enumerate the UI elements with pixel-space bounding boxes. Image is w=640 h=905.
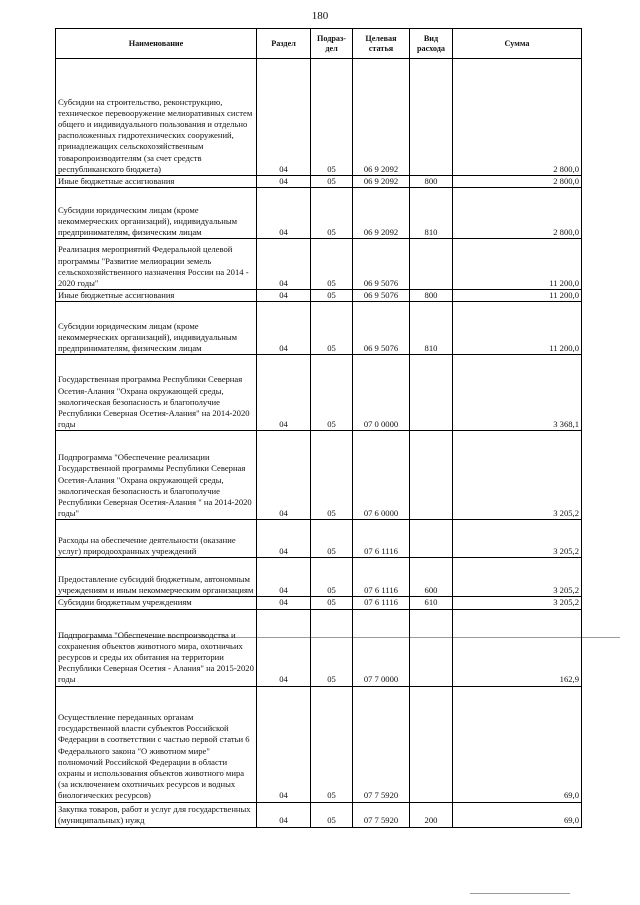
row-summa: 11 200,0 [453,290,582,302]
table-row [56,609,582,686]
row-vid: 800 [410,176,453,188]
row-name: Субсидии бюджетным учреждениям [56,597,257,609]
row-vid [410,59,453,176]
scan-line-bottom [470,893,570,894]
row-article: 07 7 5920 [353,686,410,802]
row-article: 06 9 2092 [353,188,410,239]
row-vid: 610 [410,597,453,609]
row-article: 07 6 1116 [353,597,410,609]
table-row [56,558,582,597]
row-podrazdel: 05 [311,520,353,558]
row-summa: 11 200,0 [453,239,582,290]
row-name: Предоставление субсидий бюджетным, автономным учреждениям и иным некоммерческим организациям [56,558,257,597]
row-article: 06 9 5076 [353,302,410,355]
table-row [56,302,582,355]
row-summa: 3 368,1 [453,355,582,431]
row-name: Субсидии юридическим лицам (кроме некоммерческих организаций), индивидуальным предпринимателям, физическим лицам [56,302,257,355]
row-podrazdel: 05 [311,188,353,239]
row-podrazdel: 05 [311,290,353,302]
row-podrazdel: 05 [311,59,353,176]
row-podrazdel: 05 [311,431,353,520]
row-razdel: 04 [257,59,311,176]
row-summa: 11 200,0 [453,302,582,355]
row-name: Подпрограмма "Обеспечение реализации Государственной программы Республики Северная Осетия-Алания "Охрана окружающей среды, экологическая безопасность и благополучие Республики Северная Осетия-Алания " на 2014-2020 годы" [56,431,257,520]
row-article: 07 6 1116 [353,520,410,558]
row-article: 06 9 2092 [353,59,410,176]
row-name: Иные бюджетные ассигнования [56,290,257,302]
row-podrazdel: 05 [311,239,353,290]
row-name: Расходы на обеспечение деятельности (оказание услуг) природоохранных учреждений [56,520,257,558]
row-name: Подпрограмма "Обеспечение воспроизводства и сохранения объектов животного мира, охотничьих ресурсов и среды их обитания на территории Республики Северная Осетия - Алания" на 2015-2020 годы [56,609,257,686]
row-razdel: 04 [257,302,311,355]
row-podrazdel: 05 [311,558,353,597]
row-article: 07 7 5920 [353,802,410,827]
row-vid: 200 [410,802,453,827]
row-podrazdel: 05 [311,597,353,609]
row-summa: 69,0 [453,686,582,802]
row-razdel: 04 [257,609,311,686]
row-name: Субсидии юридическим лицам (кроме некоммерческих организаций), индивидуальным предпринимателям, физическим лицам [56,188,257,239]
row-article: 06 9 5076 [353,290,410,302]
row-article: 07 6 0000 [353,431,410,520]
row-podrazdel: 05 [311,802,353,827]
row-article: 07 0 0000 [353,355,410,431]
row-vid [410,609,453,686]
row-name: Государственная программа Республики Северная Осетия-Алания "Охрана окружающей среды, экологическая безопасность и благополучие Республики Северная Осетия-Алания" на 2014-2020 годы [56,355,257,431]
table-row [56,431,582,520]
row-name: Субсидии на строительство, реконструкцию, техническое перевооружение мелиоративных систем общего и индивидуального пользования и отдельно расположенных гидротехнических сооружений, принадлежащих сельскохозяйственным товаропроизводителям (за счет средств республиканского бюджета) [56,59,257,176]
row-summa: 2 800,0 [453,188,582,239]
header-article: Целевая статья [353,29,410,59]
row-article: 06 9 2092 [353,176,410,188]
row-podrazdel: 05 [311,355,353,431]
header-vid: Вид расхода [410,29,453,59]
row-summa: 3 205,2 [453,431,582,520]
table-row [56,176,582,188]
header-name: Наименование [56,29,257,59]
row-podrazdel: 05 [311,609,353,686]
row-razdel: 04 [257,239,311,290]
row-vid [410,431,453,520]
row-vid [410,355,453,431]
row-article: 07 7 0000 [353,609,410,686]
row-summa: 3 205,2 [453,597,582,609]
row-summa: 2 800,0 [453,59,582,176]
row-vid: 810 [410,302,453,355]
row-razdel: 04 [257,520,311,558]
row-summa: 162,9 [453,609,582,686]
row-razdel: 04 [257,290,311,302]
row-vid [410,239,453,290]
budget-table [55,28,582,828]
table-row [56,188,582,239]
row-razdel: 04 [257,802,311,827]
table-row [56,355,582,431]
table-row [56,239,582,290]
row-razdel: 04 [257,188,311,239]
row-vid [410,686,453,802]
page-number: 180 [311,10,329,22]
row-razdel: 04 [257,558,311,597]
table-header-row [56,29,582,59]
table-row [56,802,582,827]
table-row [56,520,582,558]
row-razdel: 04 [257,176,311,188]
table-row [56,290,582,302]
row-razdel: 04 [257,355,311,431]
row-summa: 69,0 [453,802,582,827]
row-vid: 600 [410,558,453,597]
row-article: 06 9 5076 [353,239,410,290]
row-summa: 3 205,2 [453,520,582,558]
row-podrazdel: 05 [311,686,353,802]
row-summa: 2 800,0 [453,176,582,188]
header-summa: Сумма [453,29,582,59]
table-row [56,686,582,802]
row-summa: 3 205,2 [453,558,582,597]
row-podrazdel: 05 [311,176,353,188]
row-vid: 810 [410,188,453,239]
row-name: Закупка товаров, работ и услуг для государственных (муниципальных) нужд [56,802,257,827]
row-vid [410,520,453,558]
row-razdel: 04 [257,686,311,802]
row-name: Иные бюджетные ассигнования [56,176,257,188]
row-vid: 800 [410,290,453,302]
row-razdel: 04 [257,597,311,609]
row-razdel: 04 [257,431,311,520]
header-razdel: Раздел [257,29,311,59]
header-podrazdel: Подраз-дел [311,29,353,59]
table-row [56,59,582,176]
row-name: Осуществление переданных органам государственной власти субъектов Российской Федерации в соответствии с частью первой статьи 6 Федерального закона "О животном мире" полномочий Российской Федерации в области охраны и использования объектов животного мира (за исключением охотничьих ресурсов и водных биологических ресурсов) [56,686,257,802]
row-podrazdel: 05 [311,302,353,355]
row-article: 07 6 1116 [353,558,410,597]
table-row [56,597,582,609]
row-name: Реализация мероприятий Федеральной целевой программы "Развитие мелиорации земель сельскохозяйственного назначения России на 2014 - 2020 годы" [56,239,257,290]
